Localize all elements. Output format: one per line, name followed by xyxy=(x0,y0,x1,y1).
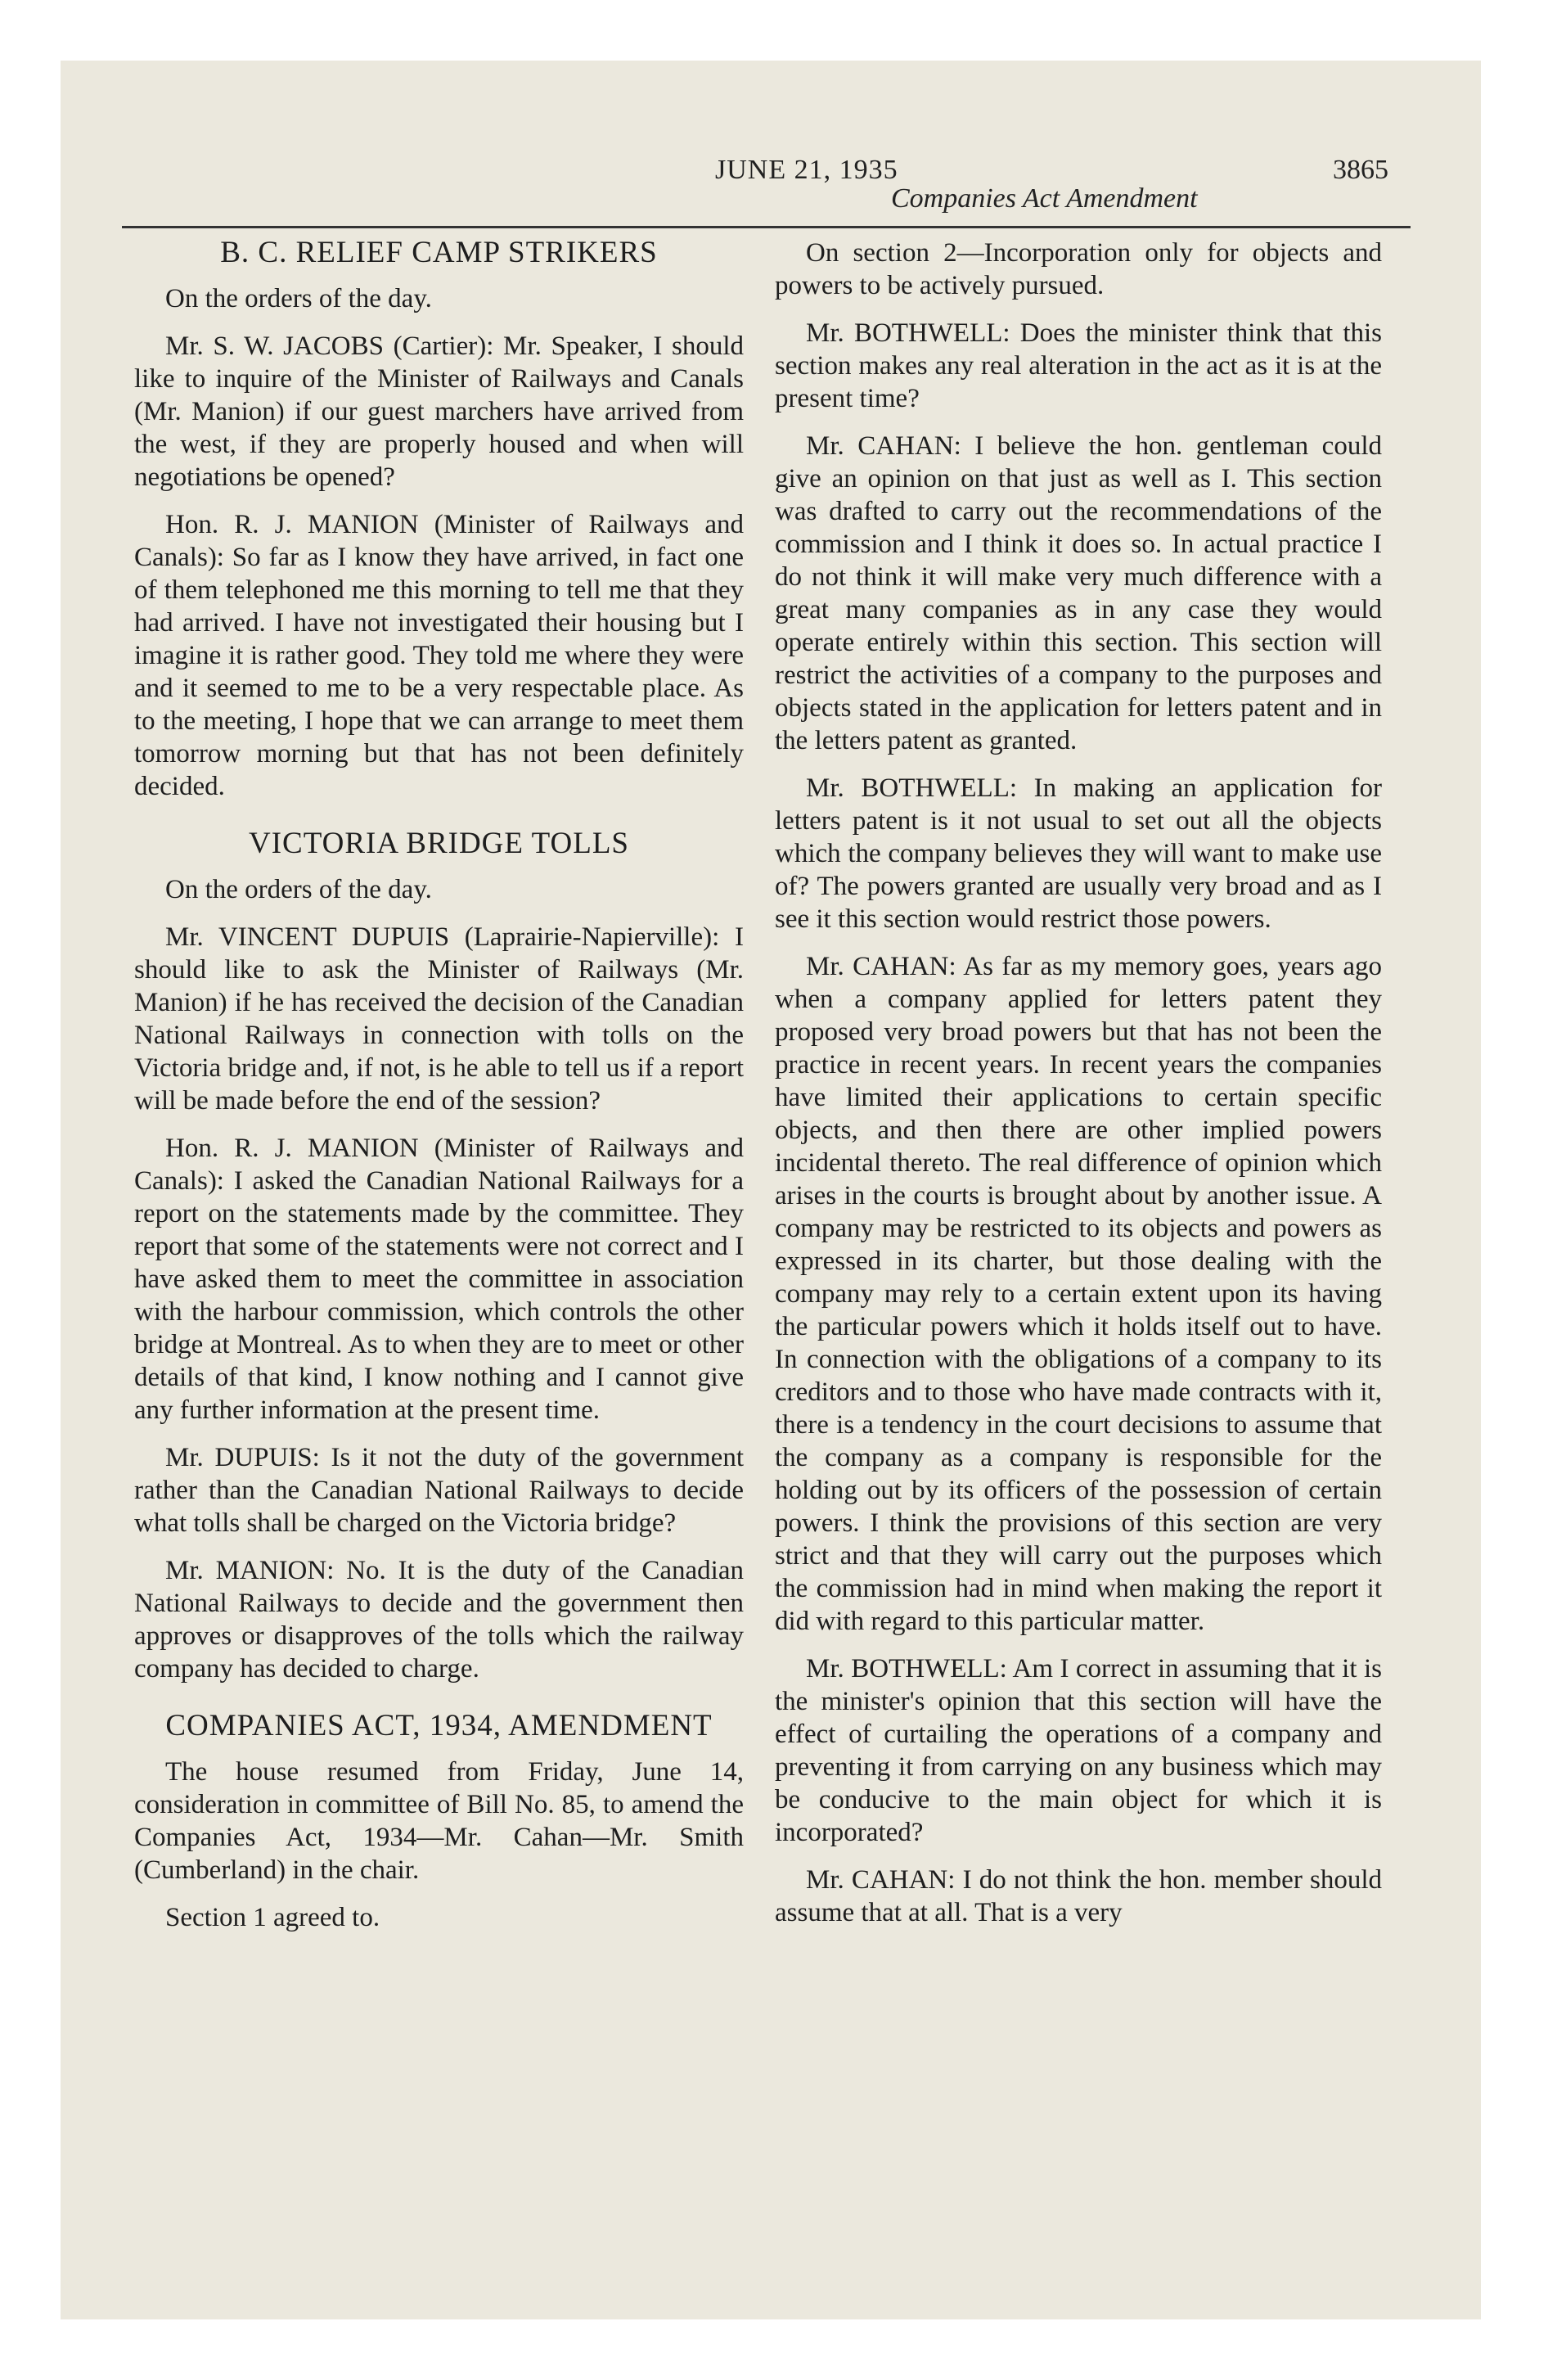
hansard-page xyxy=(61,61,1481,2319)
paragraph: Mr. CAHAN: I do not think the hon. member should assume that at all. That is a very xyxy=(775,1865,1382,1927)
right-column xyxy=(775,237,1382,1944)
paragraph: Mr. VINCENT DUPUIS (Laprairie-Napierville): I should like to ask the Minister of Railways (Mr. Manion) if he has received the decision of the Canadian National Railways in connection with tolls on the Victoria bridge and, if not, is he able to tell us if a report will be made before the end of the session? xyxy=(134,922,744,1116)
paragraph: The house resumed from Friday, June 14, consideration in committee of Bill No. 85, to amend the Companies Act, 1934—Mr. Cahan—Mr. Smith (Cumberland) in the chair. xyxy=(134,1757,744,1885)
page-header xyxy=(61,61,1481,232)
paragraph: On section 2—Incorporation only for objects and powers to be actively pursued. xyxy=(775,238,1382,300)
header-page-number: 3865 xyxy=(1333,155,1388,185)
section-heading: VICTORIA BRIDGE TOLLS xyxy=(248,827,630,860)
paragraph: Mr. CAHAN: As far as my memory goes, years ago when a company applied for letters patent they proposed very broad powers but that has not been the practice in recent years. In recent years the companies have limited their applications to certain specific objects, and then there are other implied powers incidental thereto. The real difference of opinion which arises in the courts is brought about by another issue. A company may be restricted to its objects and powers as expressed in its charter, but those dealing with the company may rely to a certain extent upon its having the particular powers which it holds itself out to have. In connection with the obligations of a company to its creditors and to those who have made contracts with it, there is a tendency in the court decisions to assume that the company as a company is responsible for the holding out by its officers of the possession of certain powers. I think the provisions of this section are very strict and that they will carry out the purposes which the commission had in mind when making the report it did with regard to this particular matter. xyxy=(775,952,1382,1636)
header-rule xyxy=(122,226,1411,228)
paragraph: Hon. R. J. MANION (Minister of Railways and Canals): I asked the Canadian National Railways for a report on the statements made by the committee. They report that some of the statements were not correct and I have asked them to meet the committee in association with the harbour commission, which controls the other bridge at Montreal. As to when they are to meet or other details of that kind, I know nothing and I cannot give any further information at the present time. xyxy=(134,1134,744,1425)
section-heading: B. C. RELIEF CAMP STRIKERS xyxy=(220,236,658,269)
paragraph: Mr. MANION: No. It is the duty of the Canadian National Railways to decide and the government then approves or disapproves of the tolls which the railway company has decided to charge. xyxy=(134,1556,744,1684)
paragraph: Mr. DUPUIS: Is it not the duty of the government rather than the Canadian National Railways to decide what tolls shall be charged on the Victoria bridge? xyxy=(134,1443,744,1538)
paragraph: Mr. BOTHWELL: Does the minister think that this section makes any real alteration in the act as it is at the present time? xyxy=(775,318,1382,413)
paragraph: Section 1 agreed to. xyxy=(165,1903,380,1932)
header-date: JUNE 21, 1935 xyxy=(715,155,898,185)
paragraph: Mr. CAHAN: I believe the hon. gentleman could give an opinion on that just as well as I. This section was drafted to carry out the recommendations of the commission and I think it does so. In actual practice I do not think it will make very much difference with a great many companies as in any case they would operate entirely within this section. This section will restrict the activities of a company to the purposes and objects stated in the application for letters patent and in the letters patent as granted. xyxy=(775,431,1382,755)
paragraph: Mr. BOTHWELL: Am I correct in assuming that it is the minister's opinion that this section will have the effect of curtailing the operations of a company and preventing it from carrying on any business which may be conducive to the main object for which it is incorporated? xyxy=(775,1654,1382,1847)
paragraph: Mr. BOTHWELL: In making an application for letters patent is it not usual to set out all the objects which the company believes they will want to make use of? The powers granted are usually very broad and as I see it this section would restrict those powers. xyxy=(775,773,1382,934)
paragraph: On the orders of the day. xyxy=(165,875,432,904)
left-column xyxy=(134,237,744,1949)
header-running-title: Companies Act Amendment xyxy=(891,183,1198,214)
paragraph: Mr. S. W. JACOBS (Cartier): Mr. Speaker, I should like to inquire of the Minister of Railways and Canals (Mr. Manion) if our guest marchers have arrived from the west, if they are properly housed and when will negotiations be opened? xyxy=(134,331,744,492)
paragraph: Hon. R. J. MANION (Minister of Railways and Canals): So far as I know they have arrived, in fact one of them telephoned me this morning to tell me that they had arrived. I have not investigated their housing but I imagine it is rather good. They told me where they were and it seemed to me to be a very respectable place. As to the meeting, I hope that we can arrange to meet them tomorrow morning but that has not been definitely decided. xyxy=(134,510,744,801)
section-heading: COMPANIES ACT, 1934, AMENDMENT xyxy=(165,1709,713,1742)
paragraph: On the orders of the day. xyxy=(165,284,432,313)
